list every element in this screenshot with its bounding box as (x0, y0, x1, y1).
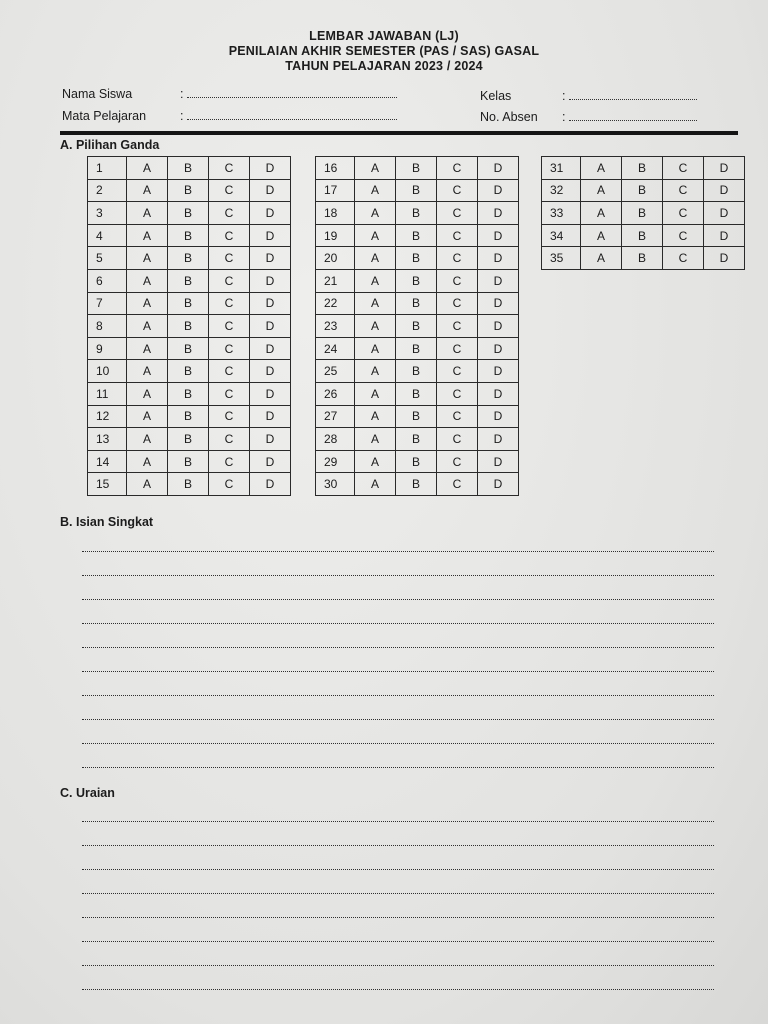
answer-option-a[interactable]: A (127, 337, 168, 360)
answer-option-c[interactable]: C (209, 247, 250, 270)
question-number: 18 (316, 202, 355, 225)
answer-option-d[interactable]: D (478, 473, 519, 496)
answer-option-c[interactable]: C (663, 179, 704, 202)
answer-option-d[interactable]: D (704, 224, 745, 247)
answer-option-d[interactable]: D (478, 450, 519, 473)
answer-row (88, 202, 291, 225)
answer-option-c[interactable]: C (437, 360, 478, 383)
answer-option-a[interactable]: A (127, 315, 168, 338)
answer-option-c[interactable]: C (209, 360, 250, 383)
answer-option-b[interactable]: B (396, 224, 437, 247)
answer-option-c[interactable]: C (209, 382, 250, 405)
answer-row (316, 269, 519, 292)
answer-line[interactable] (82, 846, 714, 870)
answer-option-b[interactable]: B (168, 450, 209, 473)
answer-row (88, 360, 291, 383)
question-number: 12 (88, 405, 127, 428)
no-absen-label: No. Absen (480, 110, 538, 124)
answer-option-c[interactable]: C (663, 157, 704, 180)
answer-option-d[interactable]: D (250, 360, 291, 383)
answer-row (88, 337, 291, 360)
answer-line[interactable] (82, 822, 714, 846)
answer-option-c[interactable]: C (209, 428, 250, 451)
answer-option-b[interactable]: B (622, 179, 663, 202)
header-divider (60, 131, 738, 135)
answer-option-a[interactable]: A (355, 405, 396, 428)
answer-option-b[interactable]: B (396, 269, 437, 292)
answer-row (88, 450, 291, 473)
question-number: 11 (88, 382, 127, 405)
mc-table-1 (87, 156, 291, 496)
answer-line[interactable] (82, 552, 714, 576)
answer-option-b[interactable]: B (168, 157, 209, 180)
answer-option-c[interactable]: C (209, 337, 250, 360)
answer-option-b[interactable]: B (168, 337, 209, 360)
question-number: 4 (88, 224, 127, 247)
answer-option-d[interactable]: D (250, 179, 291, 202)
answer-row (88, 224, 291, 247)
answer-line[interactable] (82, 720, 714, 744)
answer-option-d[interactable]: D (704, 247, 745, 270)
answer-option-a[interactable]: A (355, 382, 396, 405)
uraian-lines[interactable] (82, 798, 714, 990)
question-number: 7 (88, 292, 127, 315)
answer-option-a[interactable]: A (127, 179, 168, 202)
answer-option-d[interactable]: D (250, 428, 291, 451)
answer-option-d[interactable]: D (250, 247, 291, 270)
answer-option-b[interactable]: B (168, 315, 209, 338)
mc-table-2 (315, 156, 519, 496)
question-number: 29 (316, 450, 355, 473)
answer-option-a[interactable]: A (355, 179, 396, 202)
answer-option-a[interactable]: A (127, 292, 168, 315)
answer-row (542, 202, 745, 225)
answer-option-a[interactable]: A (355, 315, 396, 338)
answer-row (316, 428, 519, 451)
question-number: 9 (88, 337, 127, 360)
sheet-title: LEMBAR JAWABAN (LJ) (309, 29, 459, 43)
answer-option-a[interactable]: A (127, 428, 168, 451)
question-number: 16 (316, 157, 355, 180)
answer-row (316, 179, 519, 202)
answer-option-b[interactable]: B (168, 269, 209, 292)
answer-option-c[interactable]: C (209, 450, 250, 473)
answer-option-d[interactable]: D (250, 450, 291, 473)
answer-row (316, 157, 519, 180)
mc-table-3 (541, 156, 745, 270)
answer-option-d[interactable]: D (478, 224, 519, 247)
answer-row (88, 428, 291, 451)
answer-line[interactable] (82, 966, 714, 990)
answer-row (542, 224, 745, 247)
answer-option-d[interactable]: D (478, 157, 519, 180)
answer-option-a[interactable]: A (127, 269, 168, 292)
answer-option-d[interactable]: D (250, 157, 291, 180)
answer-option-c[interactable]: C (209, 405, 250, 428)
colon: : (562, 89, 566, 103)
answer-option-b[interactable]: B (622, 202, 663, 225)
question-number: 8 (88, 315, 127, 338)
answer-option-d[interactable]: D (478, 179, 519, 202)
answer-option-a[interactable]: A (355, 428, 396, 451)
answer-option-d[interactable]: D (250, 202, 291, 225)
answer-option-a[interactable]: A (355, 224, 396, 247)
answer-option-b[interactable]: B (168, 360, 209, 383)
answer-option-b[interactable]: B (168, 473, 209, 496)
answer-option-d[interactable]: D (250, 224, 291, 247)
answer-option-a[interactable]: A (127, 360, 168, 383)
answer-row (542, 179, 745, 202)
answer-option-c[interactable]: C (437, 157, 478, 180)
answer-row (316, 360, 519, 383)
question-number: 28 (316, 428, 355, 451)
answer-option-a[interactable]: A (355, 202, 396, 225)
question-number: 1 (88, 157, 127, 180)
answer-option-a[interactable]: A (127, 157, 168, 180)
answer-option-c[interactable]: C (437, 269, 478, 292)
answer-option-b[interactable]: B (396, 382, 437, 405)
mata-pelajaran-label: Mata Pelajaran (62, 109, 147, 123)
answer-option-d[interactable]: D (704, 202, 745, 225)
answer-line[interactable] (82, 576, 714, 600)
answer-option-a[interactable]: A (581, 157, 622, 180)
answer-option-c[interactable]: C (437, 179, 478, 202)
answer-option-c[interactable]: C (437, 473, 478, 496)
answer-option-d[interactable]: D (250, 292, 291, 315)
answer-row (316, 292, 519, 315)
answer-option-c[interactable]: C (437, 405, 478, 428)
question-number: 21 (316, 269, 355, 292)
section-c-heading: C. Uraian (60, 786, 115, 800)
answer-option-b[interactable]: B (168, 224, 209, 247)
answer-line[interactable] (82, 528, 714, 552)
colon: : (180, 87, 184, 101)
answer-option-a[interactable]: A (355, 360, 396, 383)
answer-option-b[interactable]: B (396, 157, 437, 180)
answer-option-d[interactable]: D (478, 202, 519, 225)
answer-option-b[interactable]: B (168, 179, 209, 202)
answer-row (88, 179, 291, 202)
answer-option-b[interactable]: B (168, 405, 209, 428)
answer-option-b[interactable]: B (396, 247, 437, 270)
answer-option-c[interactable]: C (437, 202, 478, 225)
answer-option-c[interactable]: C (437, 428, 478, 451)
answer-option-b[interactable]: B (396, 292, 437, 315)
answer-option-c[interactable]: C (209, 473, 250, 496)
answer-option-c[interactable]: C (663, 224, 704, 247)
answer-row (88, 382, 291, 405)
question-number: 27 (316, 405, 355, 428)
question-number: 6 (88, 269, 127, 292)
question-number: 35 (542, 247, 581, 270)
answer-option-a[interactable]: A (127, 473, 168, 496)
answer-option-d[interactable]: D (250, 315, 291, 338)
answer-option-b[interactable]: B (396, 360, 437, 383)
answer-option-a[interactable]: A (127, 224, 168, 247)
section-b-heading: B. Isian Singkat (60, 515, 154, 529)
answer-row (88, 473, 291, 496)
section-a-heading: A. Pilihan Ganda (60, 138, 160, 152)
answer-line[interactable] (82, 942, 714, 966)
question-number: 13 (88, 428, 127, 451)
answer-option-b[interactable]: B (168, 382, 209, 405)
answer-option-a[interactable]: A (355, 269, 396, 292)
answer-row (88, 157, 291, 180)
question-number: 20 (316, 247, 355, 270)
answer-option-d[interactable]: D (478, 269, 519, 292)
answer-line[interactable] (82, 870, 714, 894)
kelas-blank[interactable] (569, 89, 697, 100)
answer-option-b[interactable]: B (168, 202, 209, 225)
answer-option-b[interactable]: B (396, 179, 437, 202)
sheet-subtitle: PENILAIAN AKHIR SEMESTER (PAS / SAS) GASAL (228, 44, 540, 58)
answer-option-c[interactable]: C (209, 315, 250, 338)
answer-option-c[interactable]: C (437, 337, 478, 360)
kelas-field[interactable] (480, 89, 697, 103)
answer-option-d[interactable]: D (478, 405, 519, 428)
question-number: 17 (316, 179, 355, 202)
answer-option-a[interactable]: A (581, 179, 622, 202)
answer-option-c[interactable]: C (209, 292, 250, 315)
answer-option-a[interactable]: A (127, 202, 168, 225)
answer-option-c[interactable]: C (663, 202, 704, 225)
answer-row (316, 405, 519, 428)
kelas-label: Kelas (480, 89, 512, 103)
answer-row (316, 247, 519, 270)
answer-option-b[interactable]: B (396, 428, 437, 451)
answer-option-d[interactable]: D (478, 247, 519, 270)
answer-option-d[interactable]: D (250, 269, 291, 292)
answer-option-d[interactable]: D (478, 315, 519, 338)
question-number: 22 (316, 292, 355, 315)
answer-row (88, 269, 291, 292)
answer-option-c[interactable]: C (437, 224, 478, 247)
answer-option-a[interactable]: A (127, 247, 168, 270)
answer-option-a[interactable]: A (355, 247, 396, 270)
answer-row (316, 473, 519, 496)
answer-option-d[interactable]: D (478, 337, 519, 360)
nama-siswa-label: Nama Siswa (62, 87, 133, 101)
answer-row (316, 224, 519, 247)
answer-row (88, 292, 291, 315)
question-number: 25 (316, 360, 355, 383)
answer-row (88, 405, 291, 428)
answer-option-a[interactable]: A (355, 473, 396, 496)
answer-option-a[interactable]: A (581, 202, 622, 225)
answer-option-b[interactable]: B (168, 247, 209, 270)
answer-line[interactable] (82, 744, 714, 768)
question-number: 3 (88, 202, 127, 225)
question-number: 2 (88, 179, 127, 202)
answer-line[interactable] (82, 672, 714, 696)
answer-row (316, 382, 519, 405)
answer-row (542, 247, 745, 270)
answer-option-a[interactable]: A (355, 292, 396, 315)
question-number: 33 (542, 202, 581, 225)
answer-row (316, 337, 519, 360)
answer-option-c[interactable]: C (209, 224, 250, 247)
answer-option-c[interactable]: C (437, 450, 478, 473)
mata-pelajaran-field[interactable] (62, 109, 397, 123)
sheet-year: TAHUN PELAJARAN 2023 / 2024 (285, 59, 483, 73)
answer-option-b[interactable]: B (622, 247, 663, 270)
answer-line[interactable] (82, 648, 714, 672)
answer-option-b[interactable]: B (168, 428, 209, 451)
answer-option-b[interactable]: B (168, 292, 209, 315)
answer-option-b[interactable]: B (396, 450, 437, 473)
question-number: 26 (316, 382, 355, 405)
answer-line[interactable] (82, 624, 714, 648)
no-absen-blank[interactable] (569, 110, 697, 121)
question-number: 34 (542, 224, 581, 247)
answer-option-d[interactable]: D (704, 157, 745, 180)
mata-pelajaran-blank[interactable] (187, 109, 397, 120)
answer-option-b[interactable]: B (622, 224, 663, 247)
question-number: 32 (542, 179, 581, 202)
answer-option-c[interactable]: C (663, 247, 704, 270)
answer-option-d[interactable]: D (250, 337, 291, 360)
answer-line[interactable] (82, 696, 714, 720)
answer-option-b[interactable]: B (622, 157, 663, 180)
question-number: 19 (316, 224, 355, 247)
answer-row (88, 315, 291, 338)
answer-option-d[interactable]: D (250, 473, 291, 496)
answer-row (316, 450, 519, 473)
answer-option-b[interactable]: B (396, 405, 437, 428)
answer-option-d[interactable]: D (478, 360, 519, 383)
answer-line[interactable] (82, 798, 714, 822)
question-number: 23 (316, 315, 355, 338)
no-absen-field[interactable] (480, 110, 697, 124)
answer-option-a[interactable]: A (581, 224, 622, 247)
answer-option-c[interactable]: C (209, 269, 250, 292)
answer-line[interactable] (82, 894, 714, 918)
answer-option-d[interactable]: D (250, 405, 291, 428)
answer-row (316, 202, 519, 225)
nama-siswa-blank[interactable] (187, 87, 397, 98)
answer-option-c[interactable]: C (437, 292, 478, 315)
answer-option-a[interactable]: A (355, 337, 396, 360)
answer-option-c[interactable]: C (437, 247, 478, 270)
answer-row (542, 157, 745, 180)
colon: : (562, 110, 566, 124)
answer-option-a[interactable]: A (355, 450, 396, 473)
answer-line[interactable] (82, 918, 714, 942)
answer-option-c[interactable]: C (209, 179, 250, 202)
question-number: 15 (88, 473, 127, 496)
colon: : (180, 109, 184, 123)
answer-row (316, 315, 519, 338)
answer-option-a[interactable]: A (127, 382, 168, 405)
answer-row (88, 247, 291, 270)
answer-option-d[interactable]: D (704, 179, 745, 202)
nama-siswa-field[interactable] (62, 87, 397, 101)
question-number: 5 (88, 247, 127, 270)
answer-option-b[interactable]: B (396, 473, 437, 496)
answer-option-d[interactable]: D (478, 382, 519, 405)
isian-singkat-lines[interactable] (82, 528, 714, 768)
answer-option-d[interactable]: D (478, 292, 519, 315)
answer-option-a[interactable]: A (127, 450, 168, 473)
answer-option-c[interactable]: C (437, 382, 478, 405)
answer-option-c[interactable]: C (209, 202, 250, 225)
answer-option-a[interactable]: A (127, 405, 168, 428)
answer-option-c[interactable]: C (437, 315, 478, 338)
answer-option-d[interactable]: D (250, 382, 291, 405)
answer-option-d[interactable]: D (478, 428, 519, 451)
question-number: 14 (88, 450, 127, 473)
question-number: 31 (542, 157, 581, 180)
answer-line[interactable] (82, 600, 714, 624)
answer-option-b[interactable]: B (396, 315, 437, 338)
question-number: 30 (316, 473, 355, 496)
question-number: 10 (88, 360, 127, 383)
question-number: 24 (316, 337, 355, 360)
answer-option-a[interactable]: A (355, 157, 396, 180)
answer-option-b[interactable]: B (396, 202, 437, 225)
answer-option-b[interactable]: B (396, 337, 437, 360)
answer-option-c[interactable]: C (209, 157, 250, 180)
answer-option-a[interactable]: A (581, 247, 622, 270)
